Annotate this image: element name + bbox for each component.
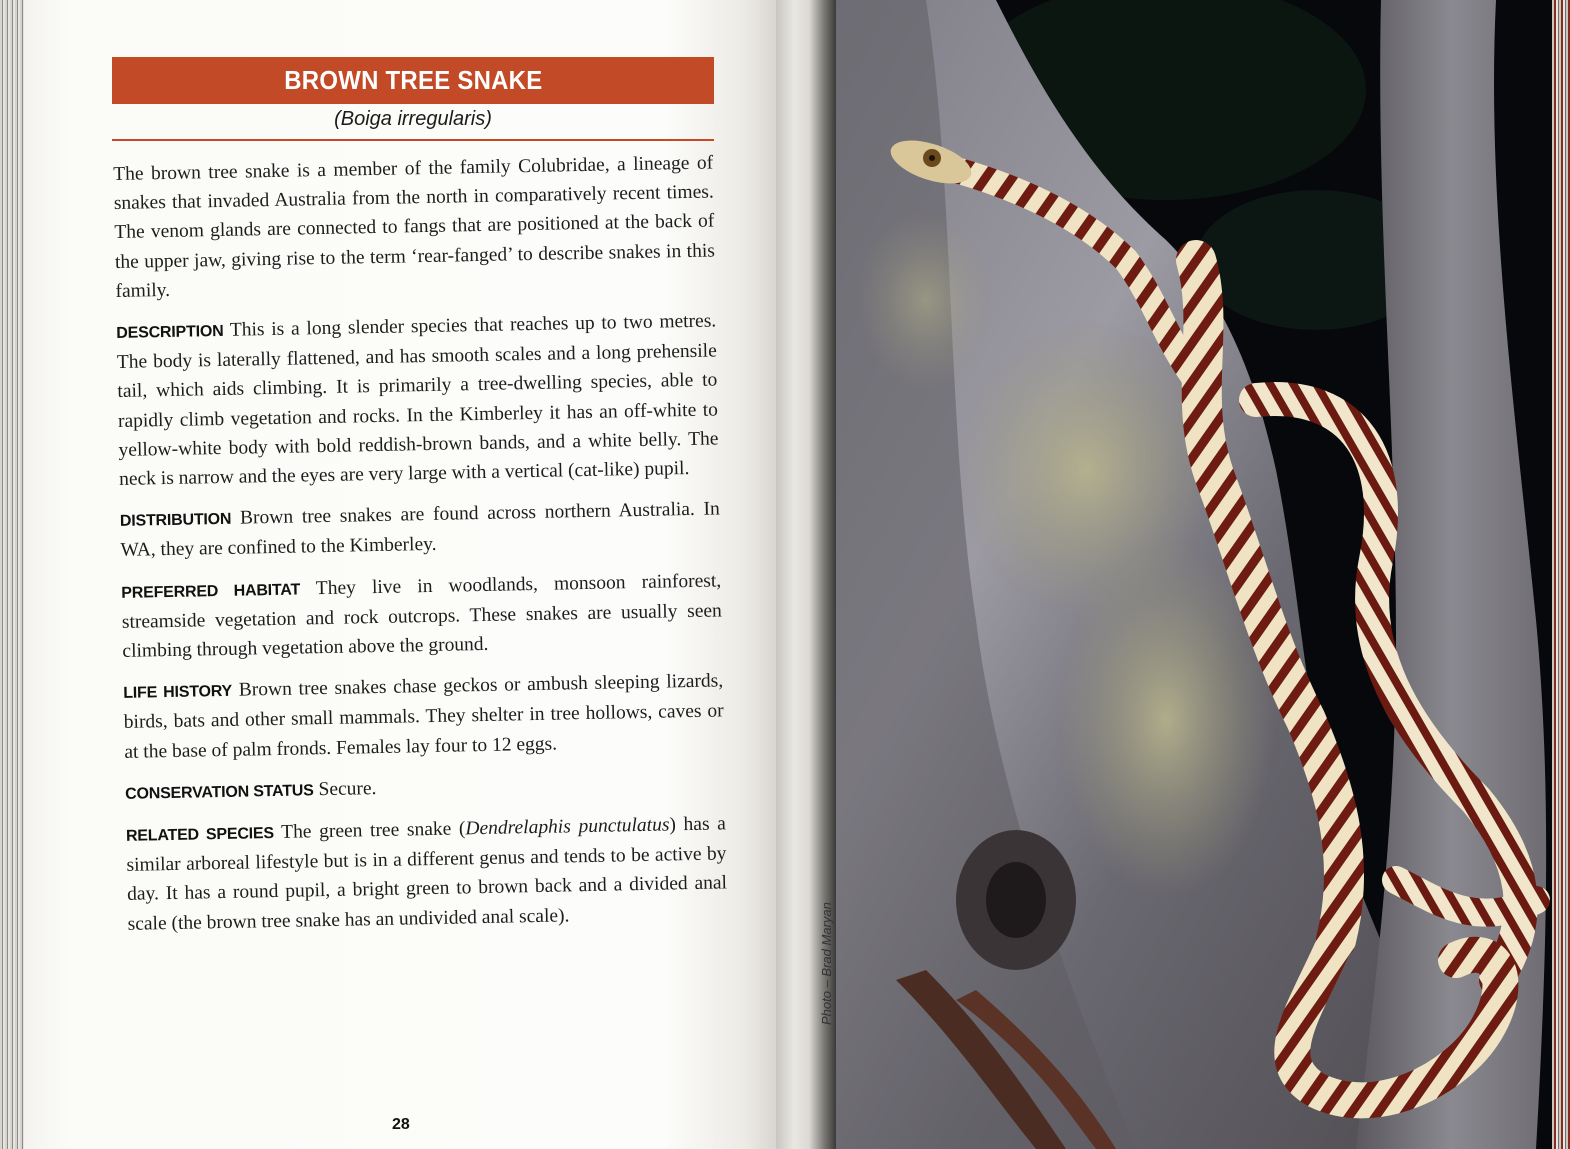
distribution-text: Brown tree snakes are found across northern Australia. In WA, they are confined to the Kimberley. xyxy=(120,498,721,562)
related-text-before: The green tree snake ( xyxy=(280,818,466,843)
intro-paragraph: The brown tree snake is a member of the family Colubridae, a lineage of snakes that invaded Australia from the north in comparatively recent times. The venom glands are connected to fangs that are positioned at the back of the upper jaw, giving rise to the term ‘rear-fanged’ to describe snakes in this family. xyxy=(113,152,716,302)
conservation-paragraph xyxy=(125,767,725,809)
page-stack-left xyxy=(0,0,24,1149)
distribution-paragraph xyxy=(120,495,721,566)
title-rule xyxy=(112,139,714,141)
description-paragraph xyxy=(116,306,719,494)
species-title: BROWN TREE SNAKE xyxy=(283,65,543,95)
life-history-paragraph xyxy=(123,667,725,767)
title-bar xyxy=(112,57,714,104)
page-stack-right xyxy=(1552,0,1570,1149)
related-paragraph xyxy=(126,809,728,938)
page-number: 28 xyxy=(392,1116,410,1133)
related-label: RELATED SPECIES xyxy=(125,825,275,845)
related-species-name: Dendrelaphis punctulatus xyxy=(465,814,670,840)
snake-photo-illustration xyxy=(836,0,1570,1149)
scientific-name: (Boiga irregularis) xyxy=(334,108,492,130)
description-text: This is a long slender species that reaches up to two metres. The body is laterally flattened, and has smooth scales and a long prehensile tail, which aids climbing. It is primarily a tree-dwelling species, able to rapidly climb vegetation and rocks. In the Kimberley it has an off-white to yellow-white body with bold reddish-brown bands, and a white belly. The neck is narrow and the eyes are very large with a vertical (cat-like) pupil. xyxy=(116,310,719,490)
life-history-label: LIFE HISTORY xyxy=(123,683,233,703)
conservation-label: CONSERVATION STATUS xyxy=(125,782,314,803)
article-body xyxy=(113,148,728,950)
related-text-after: ) has a similar arboreal lifestyle but is in a different genus and tends to be active by day. It has a round pupil, a bright green to brown back and a divided anal scale (the brown tree snake has an undivided anal scale). xyxy=(126,813,728,935)
conservation-text: Secure. xyxy=(318,777,377,801)
habitat-label: PREFERRED HABITAT xyxy=(121,581,301,602)
habitat-paragraph xyxy=(121,566,723,666)
photo-credit: Photo – Brad Maryan xyxy=(819,902,834,1025)
life-history-text: Brown tree snakes chase geckos or ambush sleeping lizards, birds, bats and other small mammals. They shelter in tree hollows, caves or at the base of palm fronds. Females lay four to 12 eggs. xyxy=(123,670,724,763)
habitat-text: They live in woodlands, monsoon rainforest, streamside vegetation and rock outcrops. These snakes are usually seen climbing through vegetation above the ground. xyxy=(121,570,722,662)
distribution-label: DISTRIBUTION xyxy=(119,511,232,531)
description-label: DESCRIPTION xyxy=(116,322,224,342)
snake-photo xyxy=(836,0,1570,1149)
